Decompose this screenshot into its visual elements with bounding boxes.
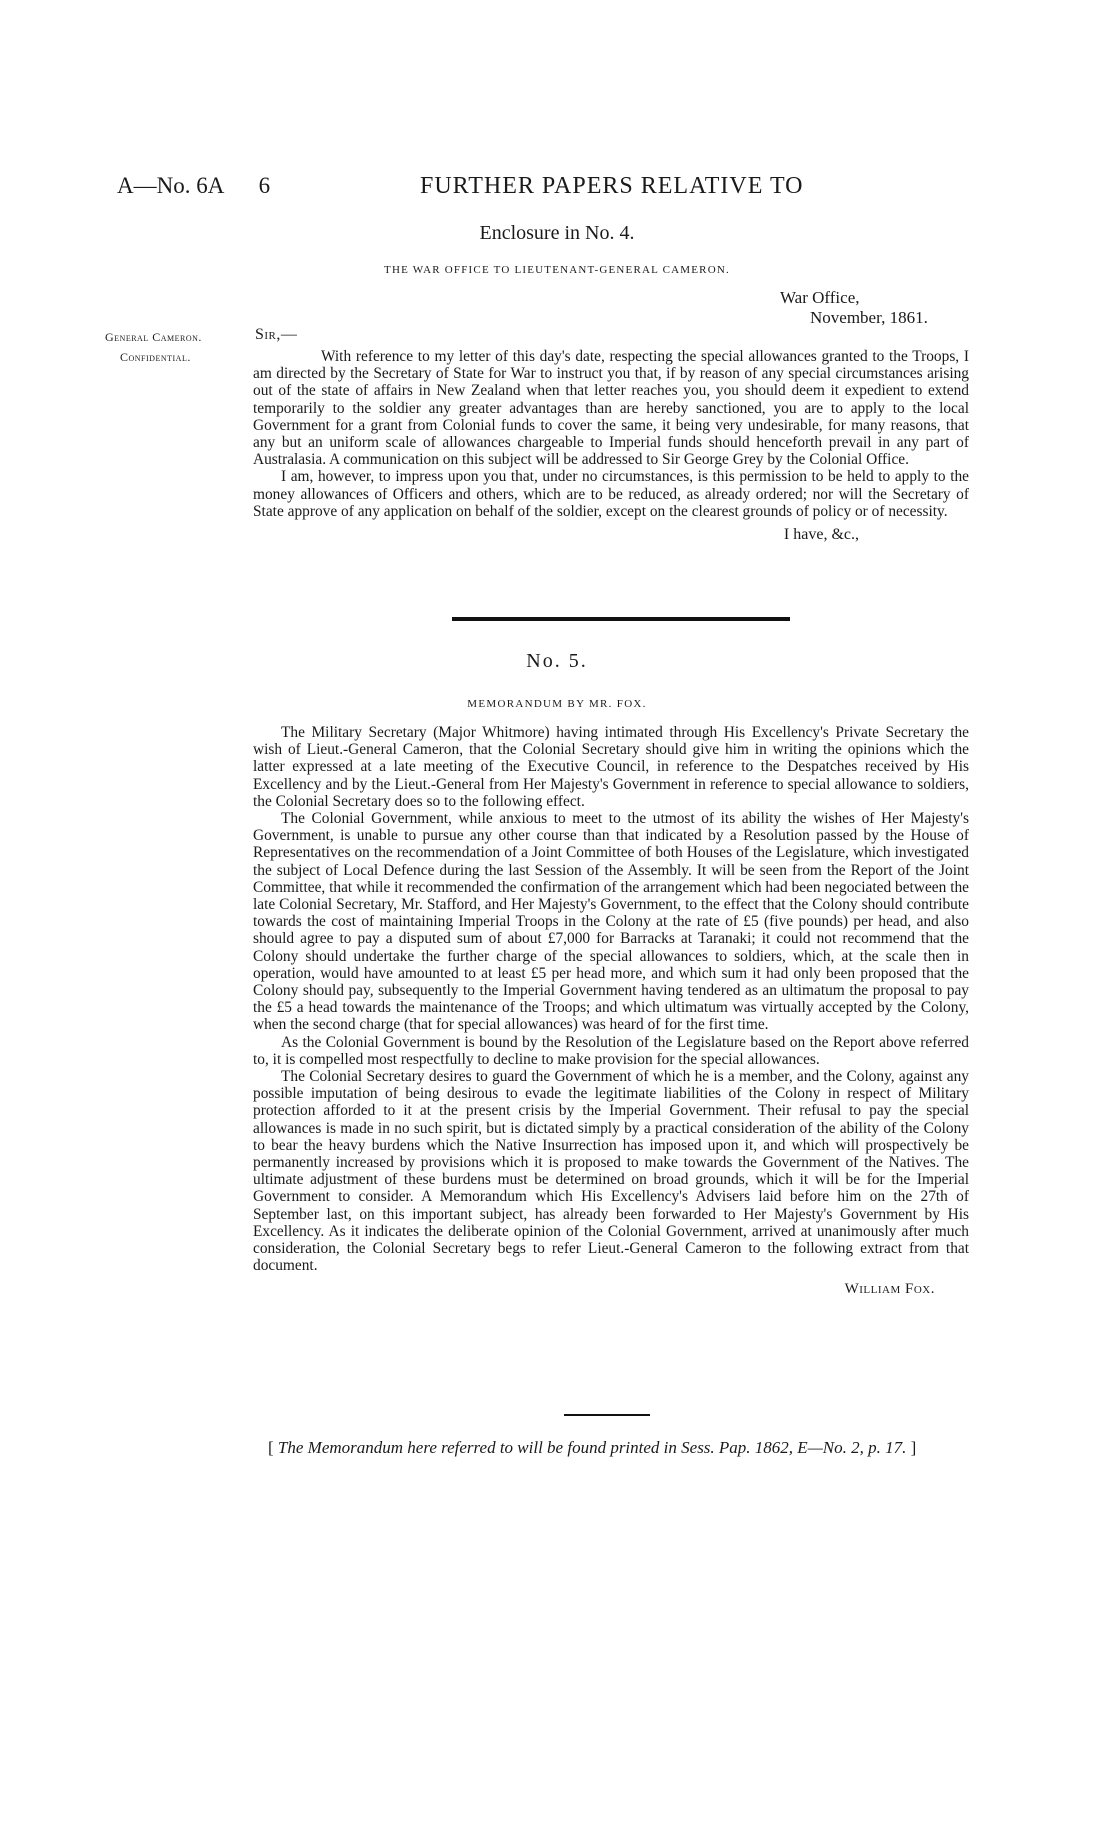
memo-paragraph: The Colonial Government, while anxious to meet to the utmost of its ability the wishes of Her Majesty's Government, is unable to pursue any other course than that indicated by a Resolution passed by the House of Representatives on the recommendation of a Joint Committee of both Houses of the Legislature, which investigated the subject of Local Defence during the last Session of the Assembly. It will be seen from the Report of the Joint Committee, that while it recommended the confirmation of the arrangement which had been negociated between the late Colonial Secretary, Mr. Stafford, and Her Majesty's Government, to the effect that the Colony should contribute towards the cost of maintaining Imperial Troops in the Colony at the rate of £5 (five pounds) per head, and also should agree to pay a disputed sum of about £7,000 for Barracks at Taranaki; it could not recommend that the Colony should undertake the further charge of the special allowances to soldiers, which, at the scale then in operation, would have amounted to at least £5 per head more, and which sum it had only been proposed that the Colony should pay, subsequently to the Imperial Government having tendered as an ultimatum the proposal to pay the £5 a head towards the maintenance of the Troops; and which ultimatum was virtually accepted by the Colony, when the second charge (that for special allowances) was heard of for the first time. [253, 810, 969, 1034]
memo-paragraph: The Military Secretary (Major Whitmore) having intimated through His Excellency's Private Secretary the wish of Lieut.-General Cameron, that the Colonial Secretary should give him in writing the opinions which the latter expressed at a late meeting of the Executive Council, in reference to the Despatches received by His Excellency and by the Lieut.-General from Her Majesty's Government in reference to special allowance to soldiers, the Colonial Secretary does so to the following effect. [253, 724, 969, 810]
section-divider [452, 617, 790, 621]
signature: William Fox. [844, 1280, 935, 1297]
memorandum-subheading: MEMORANDUM BY MR. FOX. [467, 698, 647, 710]
address-date: November, 1861. [810, 308, 928, 327]
bracket-open: [ [268, 1438, 274, 1457]
enclosure-subheading: THE WAR OFFICE TO LIEUTENANT-GENERAL CAMERON. [384, 264, 730, 276]
document-ref-code: A—No. 6A [117, 173, 224, 198]
letter-paragraph: With reference to my letter of this day's date, respecting the special allowances granted to the Troops, I am directed by the Secretary of State for War to instruct you that, if by reason of any special circumstances arising out of the state of affairs in New Zealand when that letter reaches you, you should deem it expedient to extend temporarily to the soldier any greater advantages than are hereby sanctioned, you are to apply to the local Government for a grant from Colonial funds to cover the same, it being very undesirable, for many reasons, that any but an uniform scale of allowances chargeable to Imperial funds should henceforth prevail in any part of Australasia. A communication on this subject will be addressed to Sir George Grey by the Colonial Office. [253, 348, 969, 469]
section-heading: No. 5. [526, 650, 588, 672]
enclosure-letter-body [253, 348, 969, 543]
memo-paragraph: The Colonial Secretary desires to guard the Government of which he is a member, and the Colony, against any possible imputation of being desirous to evade the legitimate liabilities of the Colony in respect of Military protection afforded to it at the present crisis by the Imperial Government. Their refusal to pay the special allowances is made in no such spirit, but is dictated simply by a practical consideration of the ability of the Colony to bear the heavy burdens which the Native Insurrection has imposed upon it, and which will prospectively be permanently increased by provisions which it is proposed to make towards the Government of the Natives. The ultimate adjustment of these burdens must be determined on broad grounds, which it will be for the Imperial Government to consider. A Memorandum which His Excellency's Advisers laid before him on the 27th of September last, on this important subject, has already been forwarded to Her Majesty's Government by His Excellency. As it indicates the deliberate opinion of the Colonial Government, arrived at unanimously after much consideration, the Colonial Secretary begs to refer Lieut.-General Cameron to the following extract from that document. [253, 1068, 969, 1275]
letter-address [780, 288, 928, 328]
letter-signoff: I have, &c., [783, 526, 859, 544]
running-title: FURTHER PAPERS RELATIVE TO [420, 173, 804, 199]
margin-recipient: General Cameron. [105, 330, 202, 344]
address-line: War Office, [780, 288, 860, 307]
editorial-footnote [268, 1438, 916, 1458]
letter-paragraph: I am, however, to impress upon you that, under no circumstances, is this permission to be held to apply to the money allowances of Officers and others, which are to be reduced, as already ordered; nor will the Secretary of State approve of any application on behalf of the soldier, except on the clearest grounds of policy or of necessity. [253, 468, 969, 520]
salutation: Sir,— [255, 326, 298, 343]
enclosure-heading: Enclosure in No. 4. [479, 222, 635, 244]
closing-divider [564, 1414, 650, 1416]
memo-paragraph: As the Colonial Government is bound by the Resolution of the Legislature based on the Report above referred to, it is compelled most respectfully to decline to make provision for the special allowances. [253, 1033, 969, 1068]
memorandum-body [253, 724, 969, 1298]
document-reference [117, 173, 270, 199]
page-number: 6 [258, 173, 271, 198]
margin-confidential: Confidential. [120, 350, 191, 364]
footnote-text: The Memorandum here referred to will be found printed in Sess. Pap. 1862, E—No. 2, p. 17. [277, 1438, 907, 1457]
bracket-close: ] [910, 1438, 917, 1457]
